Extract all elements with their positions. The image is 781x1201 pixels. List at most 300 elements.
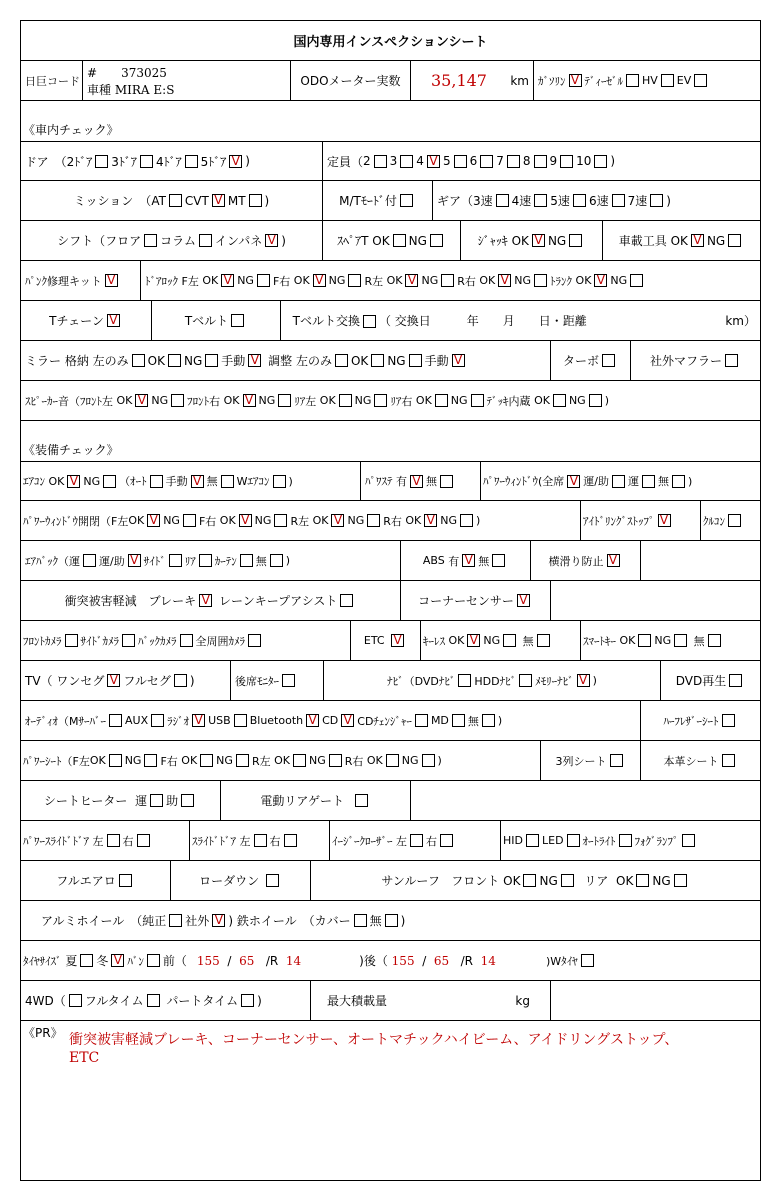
tire-front-label: 前（	[162, 954, 187, 968]
fuel-gasoline-checkbox[interactable]	[569, 74, 582, 87]
odo-label: ODOメーター実数	[291, 61, 411, 100]
fuel-hv-checkbox[interactable]	[661, 74, 674, 87]
capacity-close: )	[610, 154, 616, 168]
pwo-rr-ng[interactable]	[460, 514, 473, 527]
shift-column-label: コラム	[160, 234, 197, 248]
keyless-none[interactable]	[537, 634, 550, 647]
gear-3-checkbox[interactable]	[496, 194, 509, 207]
collision-cell	[21, 581, 401, 620]
fourwd-part[interactable]	[241, 994, 254, 1007]
powerslide-left[interactable]	[107, 834, 120, 847]
halfleather-cell	[641, 701, 760, 740]
spk-fl-ok-label: OK	[116, 394, 133, 407]
audio-none[interactable]	[482, 714, 495, 727]
frontcam-checkbox[interactable]	[65, 634, 78, 647]
spk-fl-ok[interactable]	[135, 394, 148, 407]
tbelt-change-checkbox[interactable]	[363, 315, 376, 328]
seatheater-driver-label: 運	[135, 794, 148, 808]
spk-fl-ng[interactable]	[171, 394, 184, 407]
title-row	[21, 21, 760, 61]
tv-row	[21, 661, 760, 701]
doorlock-rr-ok[interactable]	[498, 274, 511, 287]
puncture-checkbox[interactable]	[105, 274, 118, 287]
pwo-fr-ng[interactable]	[274, 514, 287, 527]
audio-radio[interactable]	[192, 714, 205, 727]
ps-fl-ng[interactable]	[144, 754, 157, 767]
mirror-fold-manual[interactable]	[248, 354, 261, 367]
shift-cell	[21, 221, 323, 260]
corner-checkbox[interactable]	[517, 594, 530, 607]
cap-10-checkbox[interactable]	[594, 155, 607, 168]
spk-fr-ok[interactable]	[243, 394, 256, 407]
cap-6-label: 6	[469, 154, 478, 168]
pwo-fr-ok[interactable]	[239, 514, 252, 527]
backcam-checkbox[interactable]	[180, 634, 193, 647]
smartkey-ok[interactable]	[638, 634, 651, 647]
lowdown-checkbox[interactable]	[266, 874, 279, 887]
keyless-ok[interactable]	[467, 634, 480, 647]
alloy-aftermarket-label: 社外	[185, 914, 210, 928]
ps-fl-ok[interactable]	[109, 754, 122, 767]
tire-rear-ratio: 65	[433, 953, 450, 968]
spk-rr-label: ﾘｱ右	[390, 394, 413, 408]
smartkey-ng[interactable]	[674, 634, 687, 647]
spk-fr-ng-label: NG	[258, 394, 276, 407]
cap-6-checkbox[interactable]	[480, 155, 493, 168]
sunroof-rear-ok-label: OK	[616, 873, 634, 888]
hid-checkbox[interactable]	[526, 834, 539, 847]
mt-mode-cell	[323, 181, 433, 220]
cruise-cell	[701, 501, 760, 540]
doorlock-rl-ng-label: NG	[421, 274, 439, 287]
steel-cover-label: カバー	[314, 914, 351, 928]
door-3-checkbox[interactable]	[140, 155, 153, 168]
pw-none[interactable]	[672, 475, 685, 488]
tire-label: ﾀｲﾔｻｲｽﾞ	[23, 954, 62, 968]
aero-checkbox[interactable]	[119, 874, 132, 887]
aircon-ng[interactable]	[103, 475, 116, 488]
keyless-none-label: 無	[522, 634, 534, 648]
aircon-w-label: Wｴｱｺﾝ	[236, 475, 270, 488]
sidecam-label: ｻｲﾄﾞｶﾒﾗ	[80, 634, 119, 648]
airbag-dp[interactable]	[128, 554, 141, 567]
powerslide-cell	[21, 821, 190, 860]
puncture-label: ﾊﾟﾝｸ修理キット	[25, 274, 102, 288]
pwo-fr-label: F右	[198, 514, 217, 528]
aircon-none-label: 無	[206, 475, 218, 488]
cap-7-checkbox[interactable]	[507, 155, 520, 168]
cvt-checkbox[interactable]	[212, 194, 225, 207]
idling-checkbox[interactable]	[658, 514, 671, 527]
mirror-adjust-left[interactable]	[335, 354, 348, 367]
lanekeep-checkbox[interactable]	[340, 594, 353, 607]
tire-front-diameter: 14	[285, 953, 302, 968]
mirror-fold-left[interactable]	[132, 354, 145, 367]
etc-checkbox[interactable]	[391, 634, 404, 647]
cap-8-checkbox[interactable]	[534, 155, 547, 168]
at-checkbox[interactable]	[169, 194, 182, 207]
pwo-rl-ng[interactable]	[367, 514, 380, 527]
trunk-ok[interactable]	[594, 274, 607, 287]
cap-3-checkbox[interactable]	[400, 155, 413, 168]
abs-no[interactable]	[492, 554, 505, 567]
mt-label: MT	[227, 193, 246, 208]
leather-checkbox[interactable]	[722, 754, 735, 767]
tools-ok-checkbox[interactable]	[691, 234, 704, 247]
doorlock-fr-ok[interactable]	[313, 274, 326, 287]
pwo-fl-ok-label: OK	[128, 514, 145, 527]
tire-winter[interactable]	[111, 954, 124, 967]
jack-ng-checkbox[interactable]	[569, 234, 582, 247]
audio-close: )	[497, 714, 503, 727]
shift-column-checkbox[interactable]	[199, 234, 212, 247]
thirdrow-cell	[541, 741, 641, 780]
cap-5-label: 5	[442, 154, 451, 168]
pwo-rl-ok[interactable]	[331, 514, 344, 527]
pw-d[interactable]	[642, 475, 655, 488]
ps-rr-ok[interactable]	[386, 754, 399, 767]
tbelt-checkbox[interactable]	[231, 314, 244, 327]
alloy-aftermarket[interactable]	[212, 914, 225, 927]
navi-dvd[interactable]	[458, 674, 471, 687]
fog-label: ﾌｫｸﾞﾗﾝﾌﾟ	[634, 834, 679, 848]
aircon-auto[interactable]	[150, 475, 163, 488]
audio-radio-label: ﾗｼﾞｵ	[167, 714, 190, 728]
mirror-adjust-label: 調整	[268, 354, 293, 368]
spk-rl-label: ﾘｱ左	[294, 394, 317, 408]
keyless-ng[interactable]	[503, 634, 516, 647]
fuel-ev-label: EV	[676, 74, 692, 87]
mt-checkbox[interactable]	[249, 194, 262, 207]
sunroof-front-ok[interactable]	[523, 874, 536, 887]
audio-aux[interactable]	[151, 714, 164, 727]
aroundcam-checkbox[interactable]	[248, 634, 261, 647]
tire-w-label: )Wﾀｲﾔ	[545, 954, 578, 968]
slide-right[interactable]	[284, 834, 297, 847]
jack-cell	[461, 221, 603, 260]
gear-7-label: 7速	[627, 194, 648, 208]
seatheater-passenger-label: 助	[166, 794, 179, 808]
rearmonitor-checkbox[interactable]	[282, 674, 295, 687]
spare-ok-label: OK	[372, 233, 390, 248]
cap-2-checkbox[interactable]	[374, 155, 387, 168]
seatheater-driver[interactable]	[150, 794, 163, 807]
pwo-rr-ok[interactable]	[424, 514, 437, 527]
ps-rl-ng-label: NG	[308, 754, 326, 767]
aircon-none[interactable]	[221, 475, 234, 488]
cap-5-checkbox[interactable]	[454, 155, 467, 168]
gear-6-checkbox[interactable]	[612, 194, 625, 207]
tire-van[interactable]	[147, 954, 160, 967]
camera-row	[21, 621, 760, 661]
turbo-checkbox[interactable]	[602, 354, 615, 367]
aircon-w[interactable]	[273, 475, 286, 488]
seatheater-passenger[interactable]	[181, 794, 194, 807]
audio-mserver[interactable]	[109, 714, 122, 727]
gear-4-checkbox[interactable]	[534, 194, 547, 207]
airbag-rear[interactable]	[199, 554, 212, 567]
alloy-close: )	[228, 913, 233, 928]
navi-cell	[324, 661, 661, 700]
tv-fullseg[interactable]	[174, 674, 187, 687]
camera-cell	[21, 621, 351, 660]
mirror-adjust-ok[interactable]	[371, 354, 384, 367]
doorlock-fl-label: F左	[181, 274, 199, 288]
slide-left[interactable]	[254, 834, 267, 847]
tire-winter-label: 冬	[96, 954, 109, 968]
dvd-checkbox[interactable]	[729, 674, 742, 687]
tv-oneseg[interactable]	[107, 674, 120, 687]
spk-rr-ng[interactable]	[471, 394, 484, 407]
easycloser-right[interactable]	[440, 834, 453, 847]
mirror-fold-ng[interactable]	[205, 354, 218, 367]
airbag-d[interactable]	[83, 554, 96, 567]
spk-rl-ok[interactable]	[339, 394, 352, 407]
pr-text-line2: ETC	[69, 1050, 100, 1066]
keyless-ok-label: OK	[448, 634, 465, 647]
sunroof-label: サンルーフ	[381, 874, 440, 888]
reargate-checkbox[interactable]	[355, 794, 368, 807]
ps-rr-ng[interactable]	[422, 754, 435, 767]
thirdrow-checkbox[interactable]	[610, 754, 623, 767]
aircon-manual-label: 手動	[165, 475, 188, 488]
sidecam-checkbox[interactable]	[122, 634, 135, 647]
powersteer-yes[interactable]	[410, 475, 423, 488]
fourwd-checkbox[interactable]	[69, 994, 82, 1007]
abs-yes[interactable]	[462, 554, 475, 567]
cap-9-label: 9	[549, 154, 558, 168]
hid-label: HID	[503, 834, 523, 847]
spk-fr-ng[interactable]	[278, 394, 291, 407]
fog-checkbox[interactable]	[682, 834, 695, 847]
doorlock-fl-ok[interactable]	[221, 274, 234, 287]
spare-ok-checkbox[interactable]	[393, 234, 406, 247]
cap-4-checkbox[interactable]	[427, 155, 440, 168]
airbag-curtain[interactable]	[240, 554, 253, 567]
steel-cover[interactable]	[354, 914, 367, 927]
audio-bt[interactable]	[306, 714, 319, 727]
airbag-cell	[21, 541, 401, 580]
airbag-side[interactable]	[169, 554, 182, 567]
cruise-checkbox[interactable]	[728, 514, 741, 527]
muffler-cell	[631, 341, 760, 380]
abs-cell	[401, 541, 531, 580]
ps-fr-ok-label: OK	[181, 754, 198, 767]
mirror-adjust-manual[interactable]	[452, 354, 465, 367]
pw-all[interactable]	[567, 475, 580, 488]
smartkey-none-label: 無	[693, 634, 705, 648]
shift-close: )	[281, 233, 286, 248]
aircon-manual[interactable]	[191, 475, 204, 488]
smartkey-none[interactable]	[708, 634, 721, 647]
spk-rr-ok[interactable]	[435, 394, 448, 407]
transmission-cell	[21, 181, 323, 220]
skid-checkbox[interactable]	[607, 554, 620, 567]
door-4-checkbox[interactable]	[185, 155, 198, 168]
equipment-heading: 《装備チェック》	[23, 443, 119, 457]
spk-rl-ng[interactable]	[374, 394, 387, 407]
steel-close: )	[400, 913, 406, 928]
aircon-ok[interactable]	[67, 475, 80, 488]
maxload-cell	[311, 981, 551, 1020]
pw-close: )	[688, 474, 693, 488]
gear-7-checkbox[interactable]	[650, 194, 663, 207]
easycloser-left[interactable]	[410, 834, 423, 847]
aircon-ok-label: OK	[48, 474, 65, 488]
mirror-adjust-ng-label: NG	[387, 353, 406, 368]
corner-cell	[401, 581, 551, 620]
doorlock-rr-ng[interactable]	[534, 274, 547, 287]
audio-cdchanger[interactable]	[415, 714, 428, 727]
spk-deck-label: ﾃﾞｯｷ内蔵	[486, 394, 531, 408]
spk-fl-label: ﾌﾛﾝﾄ左	[80, 394, 113, 408]
gear-5-checkbox[interactable]	[573, 194, 586, 207]
doorlock-rl-ok-label: OK	[386, 274, 403, 287]
pw-dp[interactable]	[612, 475, 625, 488]
tchain-checkbox[interactable]	[107, 314, 120, 327]
powersteer-cell	[361, 462, 481, 500]
gears-cell	[433, 181, 760, 220]
navi-hdd[interactable]	[519, 674, 532, 687]
slide-left-label: 左	[239, 834, 251, 848]
pwo-fl-ok[interactable]	[147, 514, 160, 527]
ps-rl-ok[interactable]	[293, 754, 306, 767]
powerseat-cell	[21, 741, 541, 780]
audio-none-label: 無	[467, 714, 479, 728]
doorlock-rl-ng[interactable]	[441, 274, 454, 287]
navi-memory[interactable]	[577, 674, 590, 687]
aircon-close: )	[288, 474, 293, 488]
audio-label: ｵｰﾃﾞｨｵ（	[25, 714, 69, 728]
spk-deck-ng-label: NG	[568, 394, 586, 407]
slide-right-label: 右	[269, 834, 281, 848]
easycloser-left-label: 左	[396, 834, 407, 848]
alloy-genuine[interactable]	[169, 914, 182, 927]
audio-usb[interactable]	[234, 714, 247, 727]
fuel-hv-label: HV	[642, 74, 658, 87]
led-checkbox[interactable]	[567, 834, 580, 847]
keyless-cell	[421, 621, 581, 660]
cap-7-label: 7	[496, 154, 504, 168]
steel-none-label: 無	[369, 914, 382, 928]
fuel-gasoline-label: ｶﾞｿﾘﾝ	[538, 74, 566, 88]
spk-deck-ok-label: OK	[534, 394, 550, 407]
doorlock-fl-ng[interactable]	[257, 274, 270, 287]
ps-fr-ok[interactable]	[200, 754, 213, 767]
tbelt-change-label: Tベルト交換	[292, 314, 360, 328]
dvd-cell	[661, 661, 760, 700]
fuel-ev-checkbox[interactable]	[694, 74, 707, 87]
thirdrow-label: 3列シート	[555, 754, 607, 768]
mirror-fold-ok[interactable]	[168, 354, 181, 367]
steel-none[interactable]	[385, 914, 398, 927]
jack-label: ｼﾞｬｯｷ	[477, 234, 508, 248]
door-2-checkbox[interactable]	[95, 155, 108, 168]
audio-md[interactable]	[452, 714, 465, 727]
tbelt-change-cell	[281, 301, 760, 340]
mirror-cell	[21, 341, 551, 380]
pwo-rr-ng-label: NG	[440, 514, 458, 527]
slide-row	[21, 821, 760, 861]
fuel-diesel-checkbox[interactable]	[626, 74, 639, 87]
doorlock-rl-ok[interactable]	[405, 274, 418, 287]
jack-ok-checkbox[interactable]	[532, 234, 545, 247]
pr-text-line1: 衝突被害軽減ブレーキ、コーナーセンサー、オートマチックハイビーム、アイドリングストップ、	[69, 1032, 679, 1048]
trunk-ng[interactable]	[630, 274, 643, 287]
tire-summer[interactable]	[80, 954, 93, 967]
muffler-checkbox[interactable]	[725, 354, 738, 367]
powerslide-right[interactable]	[137, 834, 150, 847]
pwo-rl-ok-label: OK	[312, 514, 329, 527]
tbelt-cell	[152, 301, 281, 340]
sunroof-rear-ng[interactable]	[674, 874, 687, 887]
navi-dvd-label: DVDﾅﾋﾞ	[414, 674, 456, 688]
door-3-label: 3ﾄﾞｱ	[111, 154, 137, 169]
airbag-curtain-label: ｶｰﾃﾝ	[214, 554, 237, 568]
wheel-cell	[21, 901, 760, 940]
tchain-label: Tチェーン	[49, 314, 104, 328]
ps-fr-ng[interactable]	[236, 754, 249, 767]
mt-mode-checkbox[interactable]	[400, 194, 413, 207]
keyless-label: ｷｰﾚｽ	[423, 634, 445, 648]
halfleather-checkbox[interactable]	[722, 714, 735, 727]
gears-close: )	[666, 193, 671, 208]
door-4-label: 4ﾄﾞｱ	[155, 154, 182, 169]
mirror-fold-manual-label: 手動	[221, 354, 246, 368]
autolight-checkbox[interactable]	[619, 834, 632, 847]
maxload-unit: kg	[515, 993, 530, 1008]
smartkey-ok-label: OK	[619, 634, 636, 647]
sunroof-front-ok-label: OK	[503, 873, 521, 888]
doorlock-fr-ng[interactable]	[348, 274, 361, 287]
airbag-none[interactable]	[270, 554, 283, 567]
audio-cd-label: CD	[322, 714, 339, 727]
jack-ok-label: OK	[511, 233, 529, 248]
pwo-fl-ng[interactable]	[183, 514, 196, 527]
trunk-label: ﾄﾗﾝｸ	[550, 274, 573, 288]
sunroof-rear-ok[interactable]	[636, 874, 649, 887]
audio-mserver-label: Mｻｰﾊﾞｰ	[69, 714, 106, 728]
aircon-auto-label: （ｵｰﾄ	[119, 475, 147, 488]
shift-inpane-checkbox[interactable]	[265, 234, 278, 247]
odo-value: 35,147	[431, 71, 487, 90]
ps-rr-ok-label: OK	[366, 754, 383, 767]
audio-cd[interactable]	[341, 714, 354, 727]
aircon-ng-label: NG	[83, 474, 101, 488]
cap-9-checkbox[interactable]	[560, 155, 573, 168]
fourwd-full[interactable]	[147, 994, 160, 1007]
gears-label: ギア（	[437, 194, 474, 208]
tire-w-checkbox[interactable]	[581, 954, 594, 967]
sunroof-front-ng[interactable]	[561, 874, 574, 887]
cap-2-label: 2	[363, 154, 371, 168]
spk-deck-ng[interactable]	[589, 394, 602, 407]
spare-ng-checkbox[interactable]	[430, 234, 443, 247]
collision-checkbox[interactable]	[199, 594, 212, 607]
gear-3-label: 3速	[473, 194, 493, 208]
door-5-checkbox[interactable]	[229, 155, 242, 168]
smartkey-ng-label: NG	[654, 634, 672, 647]
audio-row	[21, 701, 760, 741]
spk-deck-ok[interactable]	[553, 394, 566, 407]
shift-floor-checkbox[interactable]	[144, 234, 157, 247]
tools-ng-checkbox[interactable]	[728, 234, 741, 247]
ps-rl-label: R左	[251, 754, 271, 768]
ps-rl-ng[interactable]	[329, 754, 342, 767]
mirror-adjust-ng[interactable]	[409, 354, 422, 367]
ps-fl-label: F左	[72, 754, 90, 768]
powersteer-no[interactable]	[440, 475, 453, 488]
